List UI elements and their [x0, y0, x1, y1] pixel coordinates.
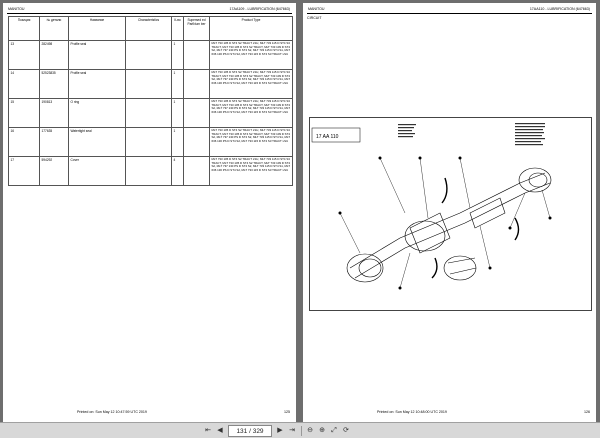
cell-part-number: 177635	[40, 128, 69, 157]
cell-superseded	[184, 99, 210, 128]
left-page	[3, 3, 296, 422]
legend-block	[398, 124, 416, 137]
cell-characteristics	[126, 99, 172, 128]
table-row	[9, 70, 293, 99]
cell-characteristics	[126, 41, 172, 70]
next-page-button[interactable]: ▶	[277, 427, 283, 434]
callout-lines	[340, 158, 550, 288]
cell-product-type: MLT 733 105 D ST4 S2 TRACT LSU, MLT 733 115 D ST4 S3 TRACT, MLT 733 105 D ST4 S2 TRACT, MLT 733 109 D ST4 S2, MLT 737 130 PS D ST4 S2, MLT 733 115 D ST4 S1, MLT 636 130 PS D ST4 S2, MLT 733 115 D ST4 S3 TRACT LSU	[210, 41, 293, 70]
fit-page-icon[interactable]: ⤢	[331, 427, 337, 434]
brand-label: MANITOU	[8, 7, 25, 11]
page-number-input[interactable]: 131 / 329	[228, 425, 272, 437]
col-header-name: Название	[69, 17, 126, 41]
cell-product-type: MLT 733 105 D ST4 S2 TRACT LSU, MLT 733 115 D ST4 S3 TRACT, MLT 733 105 D ST4 S2 TRACT, MLT 733 109 D ST4 S2, MLT 737 130 PS D ST4 S2, MLT 733 115 D ST4 S1, MLT 636 130 PS D ST4 S2, MLT 733 115 D ST4 S3 TRACT LSU	[210, 99, 293, 128]
viewer-toolbar	[0, 422, 600, 438]
cell-characteristics	[126, 157, 172, 186]
col-header-position: Позиция	[9, 17, 40, 41]
cell-part-number: 52523835	[40, 70, 69, 99]
cell-position: 14	[9, 70, 40, 99]
col-header-part-number: № детали	[40, 17, 69, 41]
cell-superseded	[184, 41, 210, 70]
toolbar-separator	[301, 426, 302, 436]
previous-page-button[interactable]: ◀	[217, 427, 223, 434]
table-header-row	[9, 17, 293, 41]
header-divider	[307, 13, 592, 14]
exploded-view-diagram	[309, 117, 592, 311]
cell-part-number: 594292	[40, 157, 69, 186]
table-row	[9, 99, 293, 128]
header-divider	[7, 13, 292, 14]
cell-position: 13	[9, 41, 40, 70]
table-row	[9, 41, 293, 70]
cell-product-type: MLT 733 105 D ST4 S2 TRACT LSU, MLT 733 115 D ST4 S3 TRACT, MLT 733 105 D ST4 S2 TRACT, MLT 733 109 D ST4 S2, MLT 737 130 PS D ST4 S2, MLT 733 115 D ST4 S1, MLT 636 130 PS D ST4 S2, MLT 733 115 D ST4 S3 TRACT LSU	[210, 70, 293, 99]
col-header-superseded: Supersed ed PartNum ber	[184, 17, 210, 41]
cell-name: Cover	[69, 157, 126, 186]
cell-position: 17	[9, 157, 40, 186]
col-header-quantity: К-во	[172, 17, 184, 41]
cell-quantity: 1	[172, 41, 184, 70]
cell-superseded	[184, 157, 210, 186]
diagram-code: 17 AA 110	[316, 134, 339, 140]
cell-product-type: MLT 733 105 D ST4 S2 TRACT LSU, MLT 733 115 D ST4 S3 TRACT, MLT 733 105 D ST4 S2 TRACT, MLT 733 109 D ST4 S2, MLT 737 130 PS D ST4 S2, MLT 733 115 D ST4 S1, MLT 636 130 PS D ST4 S2, MLT 733 115 D ST4 S3 TRACT LSU	[210, 157, 293, 186]
cell-name: Watertight seal	[69, 128, 126, 157]
cell-name: Profile seal	[69, 70, 126, 99]
right-page	[303, 3, 596, 422]
last-page-button[interactable]: ⇥	[289, 427, 295, 434]
cell-name: O ring	[69, 99, 126, 128]
printed-on-text: Printed on: Sun May 12 10:48:00 UTC 2019	[377, 410, 447, 414]
cell-superseded	[184, 70, 210, 99]
cell-product-type: MLT 733 105 D ST4 S2 TRACT LSU, MLT 733 115 D ST4 S3 TRACT, MLT 733 105 D ST4 S2 TRACT, MLT 733 109 D ST4 S2, MLT 737 130 PS D ST4 S2, MLT 733 115 D ST4 S1, MLT 636 130 PS D ST4 S2, MLT 733 115 D ST4 S3 TRACT LSU	[210, 128, 293, 157]
cell-name: Profile seal	[69, 41, 126, 70]
cell-superseded	[184, 128, 210, 157]
parts-table	[8, 16, 293, 186]
col-header-characteristics: Characteristics	[126, 17, 172, 41]
cell-quantity: 1	[172, 128, 184, 157]
table-row	[9, 157, 293, 186]
section-title: 17AA109 - LUBRIFICATION (647663)	[229, 7, 290, 11]
circuit-label: CIRCUIT	[307, 16, 322, 20]
zoom-in-icon[interactable]: ⊕	[319, 427, 325, 434]
brand-label: MANITOU	[308, 7, 325, 11]
model-list-block	[515, 123, 545, 145]
cell-part-number: 282498	[40, 41, 69, 70]
cell-quantity: 1	[172, 70, 184, 99]
cell-position: 15	[9, 99, 40, 128]
axle-drawing	[310, 118, 593, 312]
first-page-button[interactable]: ⇤	[205, 427, 211, 434]
axle-housing	[347, 168, 551, 282]
cell-quantity: 4	[172, 157, 184, 186]
rotate-icon[interactable]: ⟳	[343, 427, 349, 434]
page-number: 126	[584, 410, 590, 414]
cell-part-number: 190813	[40, 99, 69, 128]
cell-characteristics	[126, 70, 172, 99]
cell-quantity: 1	[172, 99, 184, 128]
page-number: 125	[284, 410, 290, 414]
cell-characteristics	[126, 128, 172, 157]
table-row	[9, 128, 293, 157]
zoom-out-icon[interactable]: ⊖	[307, 427, 313, 434]
section-title: 17AA110 - LUBRIFICATION (647663)	[529, 7, 590, 11]
printed-on-text: Printed on: Sun May 12 10:47:59 UTC 2019	[77, 410, 147, 414]
col-header-product-type: Product Type	[210, 17, 293, 41]
cell-position: 16	[9, 128, 40, 157]
